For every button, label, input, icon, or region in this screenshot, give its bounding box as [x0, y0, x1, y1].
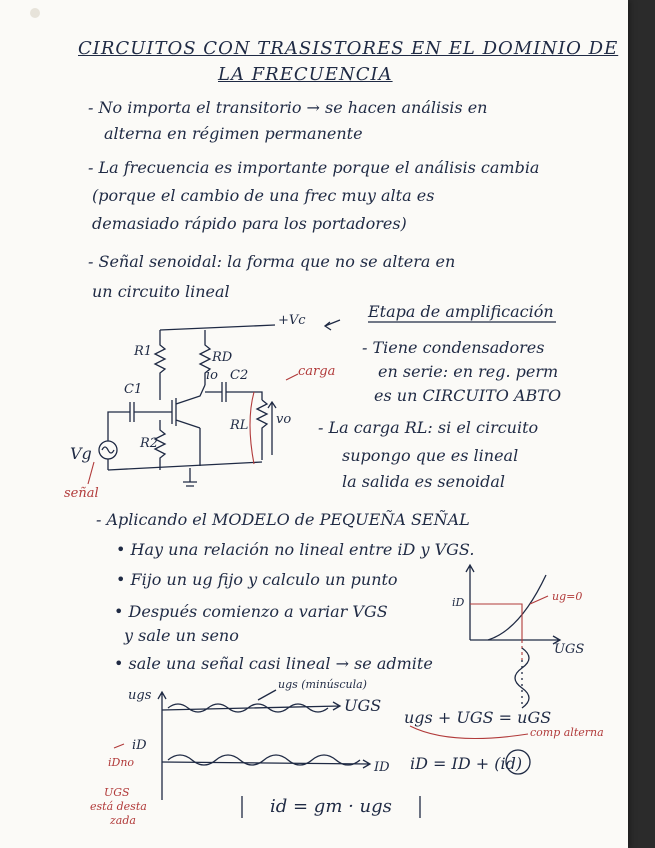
model-bullet-2: • Fijo un ug fijo y calculo un punto: [116, 570, 398, 589]
io-label: io: [206, 368, 218, 383]
vo-label: vo: [276, 412, 292, 427]
id-axis-label: iD: [132, 738, 147, 753]
equation-id: iD = ID + (id): [410, 754, 523, 773]
note-2-line2: (porque el cambio de una frec muy alta es: [92, 186, 435, 205]
model-bullet-3b: y sale un seno: [124, 626, 239, 645]
vcc-label: +Vc: [278, 313, 306, 328]
rl-label: RL: [230, 418, 249, 433]
zona-label: iDno: [108, 756, 135, 769]
model-bullet-4: • sale una señal casi lineal → se admite: [114, 654, 433, 673]
c2-label: C2: [230, 368, 249, 383]
graph-ugs-label: UGS: [554, 642, 585, 657]
stage-heading: Etapa de amplificación: [368, 302, 554, 321]
id-dc-label: ID: [374, 760, 390, 775]
ugs-dc-label: UGS: [344, 696, 382, 715]
side-note-b1: - La carga RL: si el circuito: [318, 418, 539, 437]
rd-label: RD: [212, 350, 233, 365]
note-2-line3: demasiado rápido para los portadores): [92, 214, 407, 233]
side-note-a2: en serie: en reg. perm: [378, 362, 559, 381]
note-1-line1: - No importa el transitorio → se hacen análisis en: [88, 98, 488, 117]
shift-note-line1: UGS: [104, 786, 130, 799]
side-note-b2: supongo que es lineal: [342, 446, 519, 465]
side-note-a1: - Tiene condensadores: [362, 338, 545, 357]
graph-ug0-label: ug=0: [552, 590, 583, 603]
side-note-a3: es un CIRCUITO ABTO: [374, 386, 562, 405]
note-3-line2: un circuito lineal: [92, 282, 230, 301]
shift-note-line3: zada: [110, 814, 136, 827]
r2-label: R2: [140, 436, 159, 451]
boxed-equation: id = gm · ugs: [270, 796, 392, 817]
page-title-line1: CIRCUITOS CON TRASISTORES EN EL DOMINIO DE: [78, 38, 619, 59]
comp-alterna-label: comp alterna: [530, 726, 604, 739]
note-2-line1: - La frecuencia es importante porque el análisis cambia: [88, 158, 540, 177]
note-3-line1: - Señal senoidal: la forma que no se altera en: [88, 252, 456, 271]
c1-label: C1: [124, 382, 143, 397]
ugs-axis-label: ugs: [128, 688, 152, 703]
ugs-minuscula-label: ugs (minúscula): [278, 678, 367, 691]
r1-label: R1: [134, 344, 153, 359]
graph-id-label: iD: [452, 596, 465, 609]
carga-label: carga: [298, 364, 336, 379]
page-title-line2: LA FRECUENCIA: [218, 64, 393, 85]
model-bullet-3: • Después comienzo a variar VGS: [114, 602, 388, 621]
model-heading: - Aplicando el MODELO de PEQUEÑA SEÑAL: [96, 510, 470, 529]
side-note-b3: la salida es senoidal: [342, 472, 505, 491]
note-1-line2: alterna en régimen permanente: [104, 124, 363, 143]
vg-label: Vg: [70, 444, 92, 463]
senal-label: señal: [64, 486, 99, 501]
equation-sum: ugs + UGS = uGS: [404, 708, 552, 727]
model-bullet-1: • Hay una relación no lineal entre iD y VGS.: [116, 540, 475, 559]
shift-note-line2: está desta: [90, 800, 147, 813]
